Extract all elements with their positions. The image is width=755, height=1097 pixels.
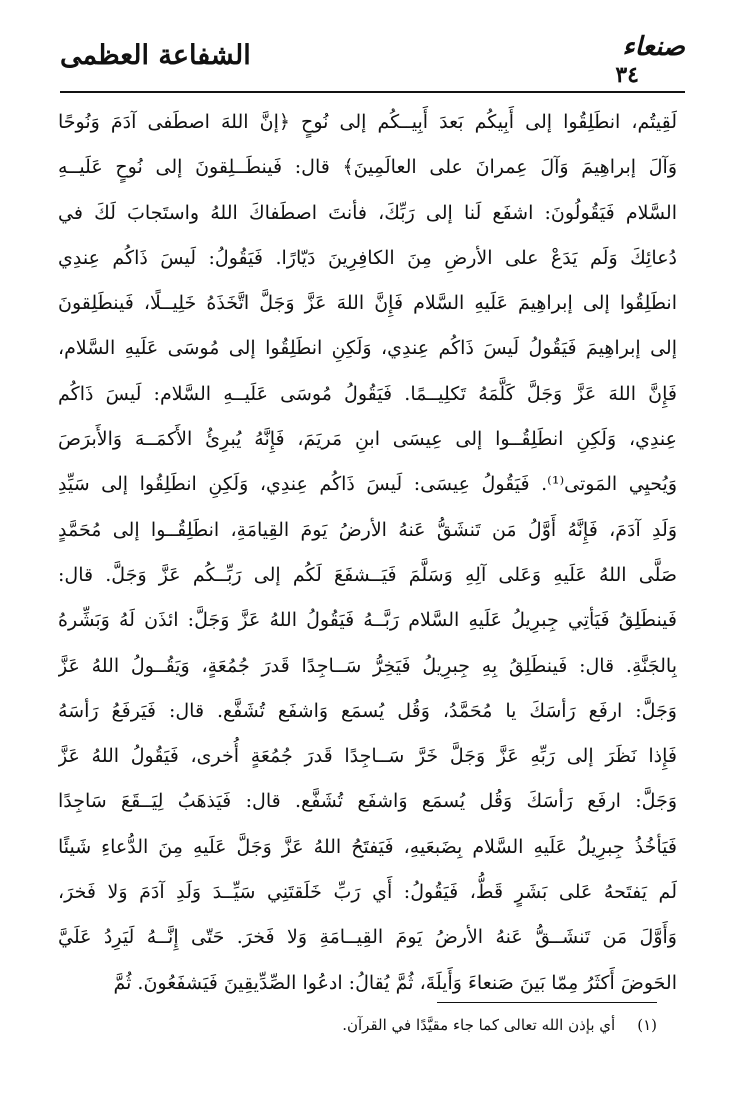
page-number: ٣٤ (615, 62, 639, 88)
body-line: وَآلَ إبراهِيمَ وَآلَ عِمرانَ على العالَمِينَ﴾ قال: فَينطَــلِقونَ إلى نُوحٍ عَلَيــهِ (58, 156, 677, 179)
body-line: فَإِنَّ اللهَ عَزَّ وَجَلَّ كَلَّمَهُ تَكلِيــمًا. فَيَقُولُ مُوسَى عَلَيــهِ السَّلام: لَيسَ ذَاكُم (58, 382, 677, 405)
running-title: الشفاعة العظمى (60, 40, 251, 71)
body-line: وَأَوَّلَ مَن تَنشَــقُّ عَنهُ الأرضُ يَومَ القِيــامَةِ وَلا فَخرَ. حَتّى إِنَّــهُ لَيَرِدُ عَلَيَّ (58, 926, 677, 949)
body-line: فَيَأخُذُ جِبرِيلُ عَلَيهِ السَّلام بِضَبعَيهِ، فَيَفتَحُ اللهُ عَزَّ وَجَلَّ عَلَيهِ مِنَ الدُّعاءِ شَيئًا (58, 835, 677, 858)
body-line: صَلَّى اللهُ عَلَيهِ وَعَلى آلِهِ وَسَلَّمَ فَيَــشفَعَ لَكُم إلى رَبِّــكُم عَزَّ وَجَلَّ. قال: (58, 563, 677, 586)
body-line: إلى إبراهِيمَ فَيَقُولُ لَيسَ ذَاكُم عِندِي، وَلَكِنِ انطَلِقُوا إلى مُوسَى عَلَيهِ السَّلام، (58, 337, 677, 360)
body-line: السَّلام فَيَقُولُونَ: اشفَع لَنا إلى رَبِّكَ، فأنتَ اصطَفاكَ اللهُ واستَجابَ لَكَ في (58, 201, 677, 224)
body-text (58, 100, 677, 1006)
footnote-marker: (١) (637, 1016, 657, 1034)
footnote-rule (437, 1002, 657, 1003)
body-line: لَم يَفتَحهُ عَلى بَشَرٍ قَطُّ، فَيَقُولُ: أَي رَبِّ خَلَقتَنِي سَيِّــدَ وَلَدِ آدَمَ وَلا فَخرَ، (58, 881, 677, 904)
body-line: وَجَلَّ: ارفَع رَأسَكَ وَقُل يُسمَع وَاشفَع تُشَفَّع. قال: فَيَذهَبُ لِيَــقَعَ سَاجِدًا (58, 790, 677, 813)
book-mark: صنعاء (622, 32, 685, 62)
header-rule (60, 91, 685, 93)
body-line: انطَلِقُوا إلى إبراهِيمَ عَلَيهِ السَّلام فَإِنَّ اللهَ عَزَّ وَجَلَّ اتَّخَذَهُ خَلِيــلًا، فَينطَلِقونَ (58, 292, 677, 315)
body-line: فَإِذا نَظَرَ إلى رَبِّهِ عَزَّ وَجَلَّ خَرَّ سَــاجِدًا قَدرَ جُمُعَةٍ أُخرى، فَيَقُولُ اللهُ عَزَّ (58, 745, 677, 768)
body-line: وَيُحيِي المَوتى⁽¹⁾. فَيَقُولُ عِيسَى: لَيسَ ذَاكُم عِندِي، وَلَكِنِ انطَلِقُوا إلى سَيِّدِ (58, 473, 677, 496)
body-line: دُعائِكَ وَلَم يَدَعْ على الأرضِ مِنَ الكافِرِينَ دَيّارًا. فَيَقُولُ: لَيسَ ذَاكُم عِندِي (58, 246, 677, 269)
body-line: عِندِي، وَلَكِنِ انطَلِقُــوا إلى عِيسَى ابنِ مَريَمَ، فَإِنَّهُ يُبرِئُ الأَكمَــهَ وَالأَبرَصَ (58, 428, 677, 451)
body-line: لَقِيتُم، انطَلِقُوا إلى أَبِيكُم بَعدَ أَبِيــكُم إلى نُوحٍ ﴿إنَّ اللهَ اصطَفى آدَمَ وَنُوحًا (58, 111, 677, 133)
body-line: فَينطَلِقُ فَيَأتِي جِبرِيلُ عَلَيهِ السَّلام رَبَّــهُ فَيَقُولُ اللهُ عَزَّ وَجَلَّ: ائذَن لَهُ وَبَشِّرهُ (58, 609, 677, 632)
body-line: الحَوضَ أَكثَرُ مِمّا بَينَ صَنعاءَ وَأَيلَةَ، ثُمَّ يُقالُ: ادعُوا الصِّدِّيقِينَ فَيَشفَعُونَ. ثُمَّ (113, 971, 677, 994)
body-line: بِالجَنَّةِ. قال: فَينطَلِقُ بِهِ جِبرِيلُ فَيَخِرُّ سَــاجِدًا قَدرَ جُمُعَةٍ، وَيَقُــولُ اللهُ عَزَّ (58, 654, 677, 677)
running-head (60, 30, 685, 86)
footnote-text: أي بإذن الله تعالى كما جاء مقيَّدًا في القرآن. (342, 1016, 616, 1034)
body-line: وَجَلَّ: ارفَع رَأسَكَ يا مُحَمَّدُ، وَقُل يُسمَع وَاشفَع تُشَفَّع. قال: فَيَرفَعُ رَأسَهُ (58, 699, 677, 722)
body-line: وَلَدِ آدَمَ، فَإِنَّهُ أَوَّلُ مَن تَنشَقُّ عَنهُ الأرضُ يَومَ القِيامَةِ، انطَلِقُــوا إلى مُحَمَّدٍ (58, 518, 677, 541)
footnote (342, 1016, 657, 1034)
